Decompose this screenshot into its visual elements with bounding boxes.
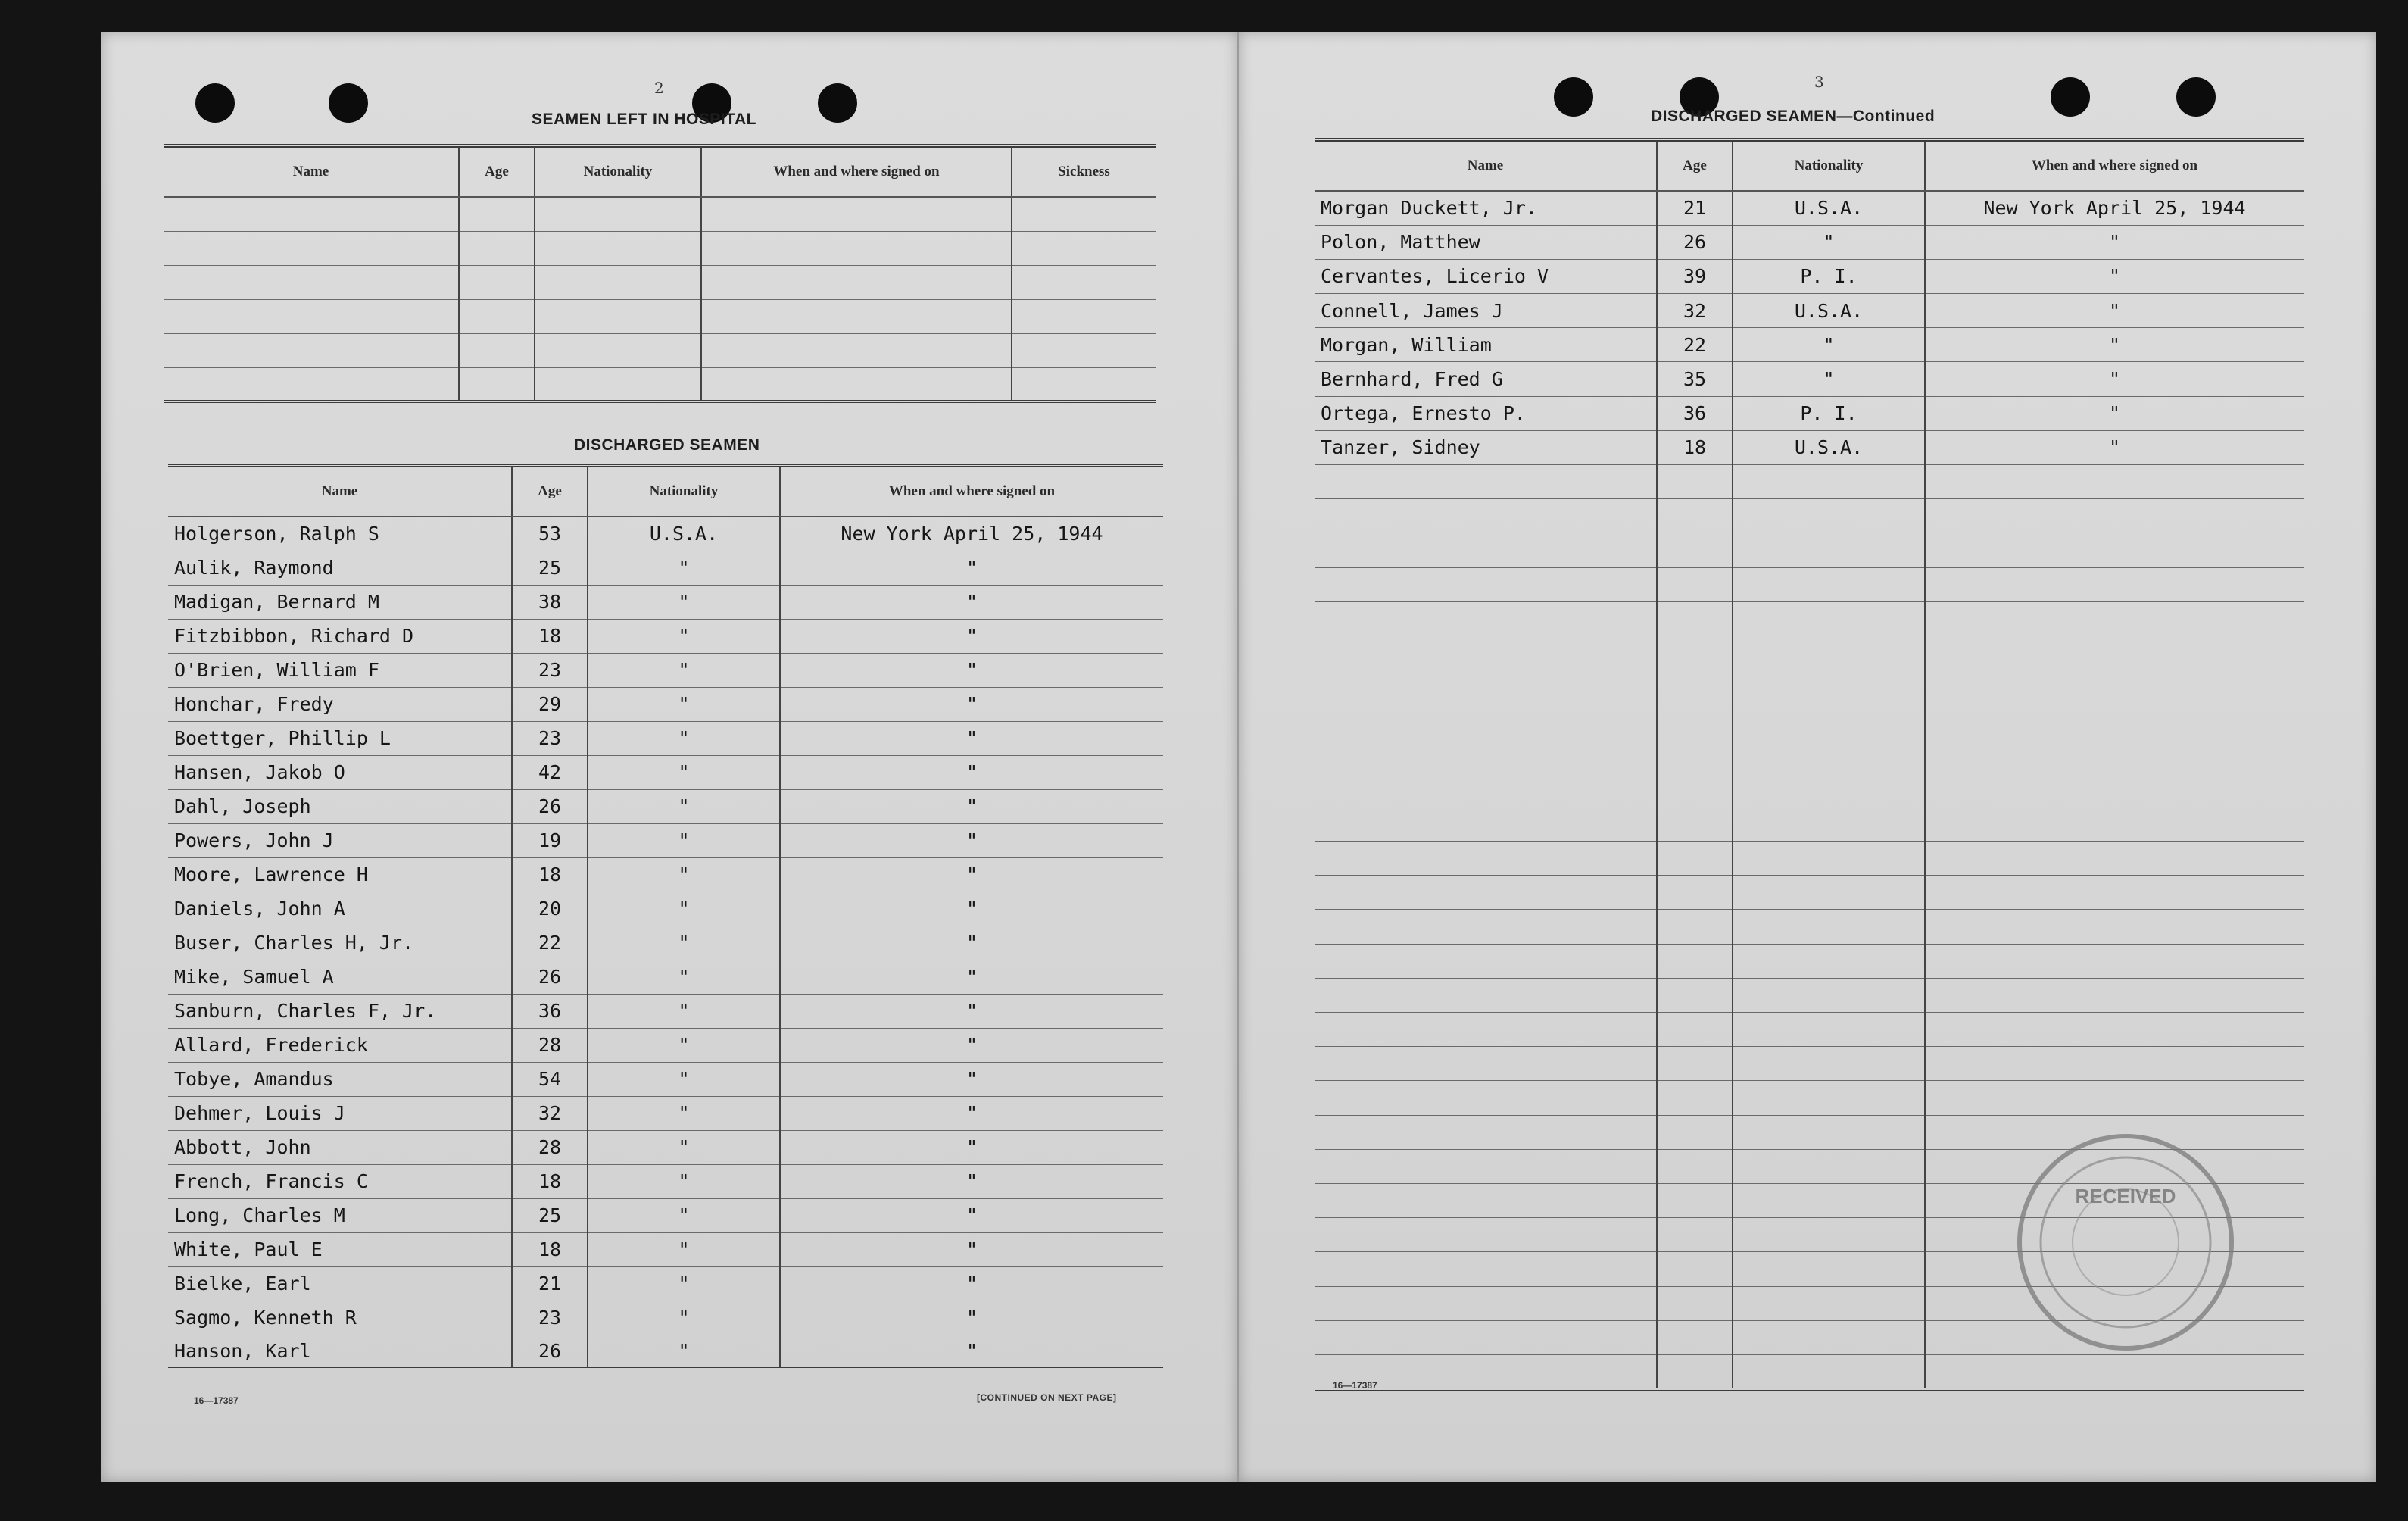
signed-on-cell: ": [1925, 362, 2304, 396]
name-cell: Daniels, John A: [168, 892, 512, 926]
age-cell: 18: [512, 1164, 588, 1198]
table-row: [168, 994, 1163, 1028]
title-main: DISCHARGED SEAMEN: [1651, 108, 1837, 125]
nationality-cell: ": [588, 1232, 780, 1266]
name-cell: Dahl, Joseph: [168, 789, 512, 823]
age-cell: 21: [1657, 191, 1733, 225]
signed-on-cell: ": [1925, 294, 2304, 328]
name-cell: Hanson, Karl: [168, 1335, 512, 1369]
table-row: [1315, 944, 2304, 978]
signed-on-cell: ": [780, 1096, 1163, 1130]
age-cell: 23: [512, 1301, 588, 1335]
punch-hole: [195, 83, 235, 123]
nationality-cell: ": [588, 926, 780, 960]
table-row: [168, 687, 1163, 721]
form-code: 16—17387: [194, 1395, 239, 1406]
form-code: 16—17387: [1333, 1380, 1377, 1391]
hospital-table: [164, 144, 1156, 403]
signed-on-cell: ": [780, 687, 1163, 721]
signed-on-cell: ": [780, 960, 1163, 994]
signed-on-cell: ": [780, 926, 1163, 960]
name-cell: Bernhard, Fred G: [1315, 362, 1657, 396]
nationality-cell: P. I.: [1733, 396, 1925, 430]
punch-hole: [818, 83, 857, 123]
nationality-cell: ": [588, 1266, 780, 1301]
age-cell: 26: [512, 789, 588, 823]
table-row: [168, 1335, 1163, 1369]
age-cell: 36: [512, 994, 588, 1028]
nationality-cell: ": [1733, 328, 1925, 362]
name-cell: Madigan, Bernard M: [168, 585, 512, 619]
signed-on-cell: ": [780, 857, 1163, 892]
age-cell: 23: [512, 721, 588, 755]
name-cell: Sanburn, Charles F, Jr.: [168, 994, 512, 1028]
name-cell: Buser, Charles H, Jr.: [168, 926, 512, 960]
nationality-cell: ": [588, 994, 780, 1028]
name-cell: Cervantes, Licerio V: [1315, 259, 1657, 293]
table-row: [168, 1164, 1163, 1198]
table-row: [1315, 396, 2304, 430]
table-row: [1315, 601, 2304, 636]
column-header-age: Age: [459, 146, 535, 198]
signed-on-cell: New York April 25, 1944: [780, 517, 1163, 551]
table-row: [164, 197, 1156, 231]
name-cell: Allard, Frederick: [168, 1028, 512, 1062]
nationality-cell: ": [588, 1301, 780, 1335]
age-cell: 19: [512, 823, 588, 857]
signed-on-cell: ": [780, 1335, 1163, 1369]
signed-on-cell: New York April 25, 1944: [1925, 191, 2304, 225]
age-cell: 36: [1657, 396, 1733, 430]
column-header-sickness: Sickness: [1012, 146, 1156, 198]
name-cell: Long, Charles M: [168, 1198, 512, 1232]
punch-hole: [329, 83, 368, 123]
table-row: [1315, 1013, 2304, 1047]
discharged-continued-title: [1651, 108, 1935, 126]
table-row: [168, 1130, 1163, 1164]
discharged-section-title: DISCHARGED SEAMEN: [574, 436, 760, 454]
signed-on-cell: ": [780, 1130, 1163, 1164]
signed-on-cell: ": [1925, 328, 2304, 362]
name-cell: Abbott, John: [168, 1130, 512, 1164]
table-row: [164, 299, 1156, 333]
column-header-nationality: Nationality: [1733, 140, 1925, 192]
table-row: [1315, 328, 2304, 362]
table-row: [1315, 362, 2304, 396]
name-cell: White, Paul E: [168, 1232, 512, 1266]
received-stamp: [2008, 1129, 2243, 1356]
column-header-signed-on: When and where signed on: [701, 146, 1012, 198]
table-row: [1315, 1047, 2304, 1081]
age-cell: 54: [512, 1062, 588, 1096]
table-row: [1315, 499, 2304, 533]
nationality-cell: ": [588, 1096, 780, 1130]
signed-on-cell: ": [780, 1062, 1163, 1096]
column-header-age: Age: [1657, 140, 1733, 192]
table-row: [168, 653, 1163, 687]
column-header-nationality: Nationality: [588, 466, 780, 517]
table-row: [168, 789, 1163, 823]
table-row: [1315, 465, 2304, 499]
signed-on-cell: ": [1925, 225, 2304, 259]
name-cell: Tobye, Amandus: [168, 1062, 512, 1096]
nationality-cell: U.S.A.: [1733, 191, 1925, 225]
nationality-cell: ": [588, 619, 780, 653]
name-cell: O'Brien, William F: [168, 653, 512, 687]
age-cell: 18: [512, 857, 588, 892]
signed-on-cell: ": [780, 1164, 1163, 1198]
nationality-cell: ": [588, 1335, 780, 1369]
table-row: [1315, 739, 2304, 773]
age-cell: 21: [512, 1266, 588, 1301]
name-cell: Dehmer, Louis J: [168, 1096, 512, 1130]
signed-on-cell: ": [780, 1198, 1163, 1232]
table-row: [168, 823, 1163, 857]
nationality-cell: P. I.: [1733, 259, 1925, 293]
nationality-cell: ": [588, 755, 780, 789]
name-cell: Connell, James J: [1315, 294, 1657, 328]
age-cell: 39: [1657, 259, 1733, 293]
table-row: [1315, 191, 2304, 225]
name-cell: Bielke, Earl: [168, 1266, 512, 1301]
signed-on-cell: ": [780, 1301, 1163, 1335]
signed-on-cell: ": [780, 892, 1163, 926]
column-header-age: Age: [512, 466, 588, 517]
age-cell: 23: [512, 653, 588, 687]
nationality-cell: ": [588, 1062, 780, 1096]
nationality-cell: ": [588, 687, 780, 721]
signed-on-cell: ": [780, 994, 1163, 1028]
table-row: [168, 1301, 1163, 1335]
age-cell: 22: [1657, 328, 1733, 362]
nationality-cell: ": [588, 789, 780, 823]
name-cell: Ortega, Ernesto P.: [1315, 396, 1657, 430]
nationality-cell: ": [588, 857, 780, 892]
signed-on-cell: ": [780, 755, 1163, 789]
table-row: [164, 231, 1156, 265]
stamp-label: RECEIVED: [2075, 1185, 2176, 1207]
name-cell: Morgan, William: [1315, 328, 1657, 362]
table-row: [1315, 636, 2304, 670]
table-row: [1315, 294, 2304, 328]
age-cell: 25: [512, 551, 588, 585]
name-cell: Sagmo, Kenneth R: [168, 1301, 512, 1335]
age-cell: 18: [1657, 430, 1733, 464]
nationality-cell: ": [588, 1130, 780, 1164]
table-row: [1315, 876, 2304, 910]
table-row: [168, 551, 1163, 585]
table-row: [1315, 430, 2304, 464]
nationality-cell: ": [1733, 362, 1925, 396]
age-cell: 38: [512, 585, 588, 619]
table-row: [1315, 978, 2304, 1012]
table-row: [1315, 910, 2304, 944]
nationality-cell: U.S.A.: [588, 517, 780, 551]
age-cell: 26: [512, 1335, 588, 1369]
table-row: [168, 755, 1163, 789]
table-row: [1315, 842, 2304, 876]
nationality-cell: ": [588, 1028, 780, 1062]
name-cell: Fitzbibbon, Richard D: [168, 619, 512, 653]
table-row: [1315, 670, 2304, 704]
table-row: [1315, 567, 2304, 601]
age-cell: 42: [512, 755, 588, 789]
age-cell: 22: [512, 926, 588, 960]
table-row: [1315, 704, 2304, 739]
nationality-cell: ": [588, 960, 780, 994]
signed-on-cell: ": [1925, 259, 2304, 293]
punch-hole: [1554, 77, 1593, 117]
age-cell: 26: [512, 960, 588, 994]
discharged-table: [168, 464, 1163, 1370]
nationality-cell: ": [588, 1198, 780, 1232]
name-cell: Hansen, Jakob O: [168, 755, 512, 789]
signed-on-cell: ": [780, 619, 1163, 653]
table-row: [1315, 533, 2304, 567]
age-cell: 32: [1657, 294, 1733, 328]
signed-on-cell: ": [780, 551, 1163, 585]
hospital-section-title: SEAMEN LEFT IN HOSPITAL: [532, 111, 756, 128]
name-cell: Polon, Matthew: [1315, 225, 1657, 259]
table-row: [168, 1096, 1163, 1130]
table-row: [1315, 225, 2304, 259]
column-header-signed-on: When and where signed on: [1925, 140, 2304, 192]
name-cell: Boettger, Phillip L: [168, 721, 512, 755]
table-row: [168, 619, 1163, 653]
name-cell: French, Francis C: [168, 1164, 512, 1198]
table-row: [168, 1028, 1163, 1062]
column-header-name: Name: [168, 466, 512, 517]
signed-on-cell: ": [780, 585, 1163, 619]
name-cell: Honchar, Fredy: [168, 687, 512, 721]
title-suffix: —Continued: [1836, 108, 1935, 125]
table-row: [168, 926, 1163, 960]
nationality-cell: ": [588, 551, 780, 585]
signed-on-cell: ": [1925, 430, 2304, 464]
signed-on-cell: ": [780, 1266, 1163, 1301]
table-row: [168, 1232, 1163, 1266]
age-cell: 28: [512, 1130, 588, 1164]
name-cell: Powers, John J: [168, 823, 512, 857]
signed-on-cell: ": [780, 1232, 1163, 1266]
name-cell: Aulik, Raymond: [168, 551, 512, 585]
age-cell: 26: [1657, 225, 1733, 259]
age-cell: 32: [512, 1096, 588, 1130]
age-cell: 18: [512, 1232, 588, 1266]
page-number: 3: [1814, 73, 1824, 91]
age-cell: 28: [512, 1028, 588, 1062]
nationality-cell: ": [1733, 225, 1925, 259]
age-cell: 29: [512, 687, 588, 721]
table-row: [1315, 1354, 2304, 1388]
table-row: [168, 517, 1163, 551]
table-row: [168, 857, 1163, 892]
nationality-cell: ": [588, 1164, 780, 1198]
name-cell: Tanzer, Sidney: [1315, 430, 1657, 464]
column-header-name: Name: [1315, 140, 1657, 192]
age-cell: 20: [512, 892, 588, 926]
table-row: [168, 1266, 1163, 1301]
nationality-cell: ": [588, 585, 780, 619]
age-cell: 18: [512, 619, 588, 653]
name-cell: Moore, Lawrence H: [168, 857, 512, 892]
table-row: [168, 892, 1163, 926]
nationality-cell: ": [588, 892, 780, 926]
table-row: [164, 333, 1156, 367]
punch-hole: [2176, 77, 2216, 117]
continued-note: [CONTINUED ON NEXT PAGE]: [977, 1392, 1117, 1403]
table-row: [1315, 1081, 2304, 1115]
page-number: 2: [654, 79, 664, 97]
signed-on-cell: ": [780, 823, 1163, 857]
age-cell: 35: [1657, 362, 1733, 396]
table-row: [1315, 259, 2304, 293]
column-header-nationality: Nationality: [535, 146, 701, 198]
table-row: [1315, 773, 2304, 807]
table-row: [168, 1062, 1163, 1096]
table-row: [1315, 807, 2304, 841]
age-cell: 53: [512, 517, 588, 551]
name-cell: Morgan Duckett, Jr.: [1315, 191, 1657, 225]
column-header-name: Name: [164, 146, 459, 198]
nationality-cell: ": [588, 653, 780, 687]
age-cell: 25: [512, 1198, 588, 1232]
nationality-cell: ": [588, 721, 780, 755]
signed-on-cell: ": [780, 653, 1163, 687]
nationality-cell: U.S.A.: [1733, 430, 1925, 464]
name-cell: Mike, Samuel A: [168, 960, 512, 994]
table-row: [168, 585, 1163, 619]
column-header-signed-on: When and where signed on: [780, 466, 1163, 517]
table-row: [164, 265, 1156, 299]
table-row: [164, 367, 1156, 401]
table-row: [168, 721, 1163, 755]
signed-on-cell: ": [780, 721, 1163, 755]
table-row: [168, 960, 1163, 994]
signed-on-cell: ": [1925, 396, 2304, 430]
table-row: [168, 1198, 1163, 1232]
nationality-cell: U.S.A.: [1733, 294, 1925, 328]
name-cell: Holgerson, Ralph S: [168, 517, 512, 551]
nationality-cell: ": [588, 823, 780, 857]
left-page: [101, 32, 1237, 1482]
punch-hole: [2051, 77, 2090, 117]
signed-on-cell: ": [780, 789, 1163, 823]
signed-on-cell: ": [780, 1028, 1163, 1062]
